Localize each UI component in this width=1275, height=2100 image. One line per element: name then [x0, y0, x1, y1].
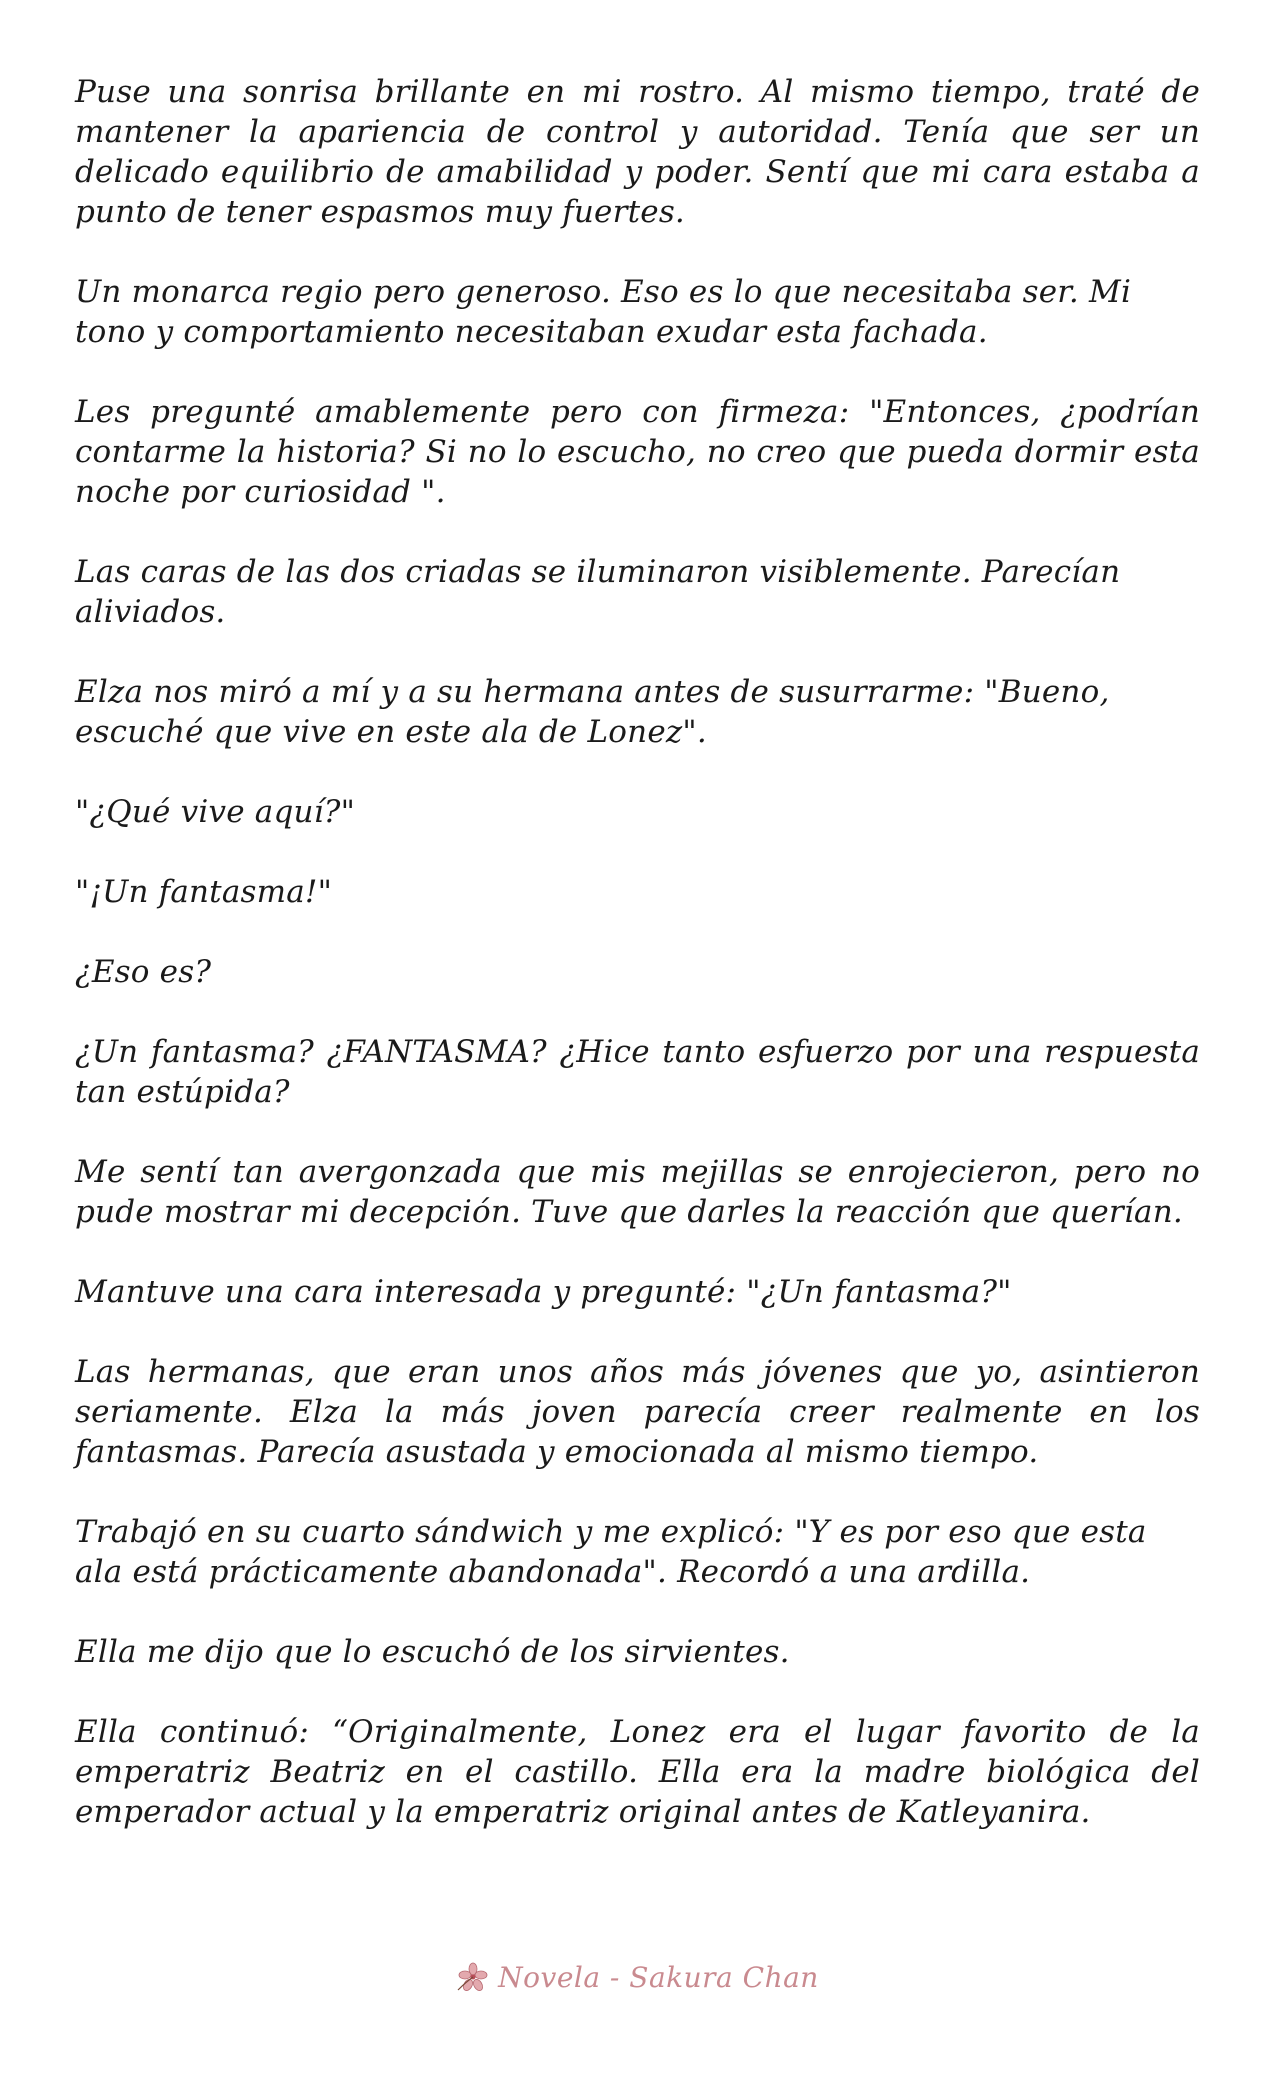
paragraph: ¿Eso es?: [75, 954, 212, 990]
paragraph: Trabajó en su cuarto sándwich y me explicó: "Y es por eso que esta ala está prácticamente abandonada". Recordó a una ardilla.: [75, 1514, 1147, 1590]
paragraph: Las caras de las dos criadas se iluminaron visiblemente. Parecían aliviados.: [75, 554, 1121, 630]
paragraph: Un monarca regio pero generoso. Eso es lo que necesitaba ser. Mi tono y comportamiento necesitaban exudar esta fachada.: [75, 274, 1132, 350]
footer-watermark: [0, 1960, 1275, 1994]
paragraph: Elza nos miró a mí y a su hermana antes de susurrarme: "Bueno, escuché que vive en este ala de Lonez".: [75, 674, 1110, 750]
sakura-flower-icon: [456, 1960, 490, 1994]
paragraph: Las hermanas, que eran unos años más jóvenes que yo, asintieron seriamente. Elza la más joven parecía creer realmente en los fantasmas. Parecía asustada y emocionada al mismo tiempo.: [75, 1354, 1200, 1470]
paragraph: ¿Un fantasma? ¿FANTASMA? ¿Hice tanto esfuerzo por una respuesta tan estúpida?: [75, 1034, 1200, 1110]
paragraph: Me sentí tan avergonzada que mis mejillas se enrojecieron, pero no pude mostrar mi decepción. Tuve que darles la reacción que querían.: [75, 1154, 1200, 1230]
document-body: [75, 72, 1200, 1872]
paragraph: Ella me dijo que lo escuchó de los sirvientes.: [75, 1634, 790, 1670]
paragraph: "¡Un fantasma!": [75, 874, 333, 910]
paragraph: "¿Qué vive aquí?": [75, 794, 356, 830]
paragraph: Mantuve una cara interesada y pregunté: "¿Un fantasma?": [75, 1274, 1012, 1310]
paragraph: Puse una sonrisa brillante en mi rostro. Al mismo tiempo, traté de mantener la apariencia de control y autoridad. Tenía que ser un delicado equilibrio de amabilidad y poder. Sentí que mi cara estaba a punto de tener espasmos muy fuertes.: [75, 74, 1200, 230]
paragraph: Ella continuó: “Originalmente, Lonez era el lugar favorito de la emperatriz Beatriz en el castillo. Ella era la madre biológica del emperador actual y la emperatriz original antes de Katleyanira.: [75, 1714, 1200, 1830]
footer-text: Novela - Sakura Chan: [498, 1960, 819, 1994]
paragraph: Les pregunté amablemente pero con firmeza: "Entonces, ¿podrían contarme la historia? Si no lo escucho, no creo que pueda dormir esta noche por curiosidad ".: [75, 394, 1200, 510]
